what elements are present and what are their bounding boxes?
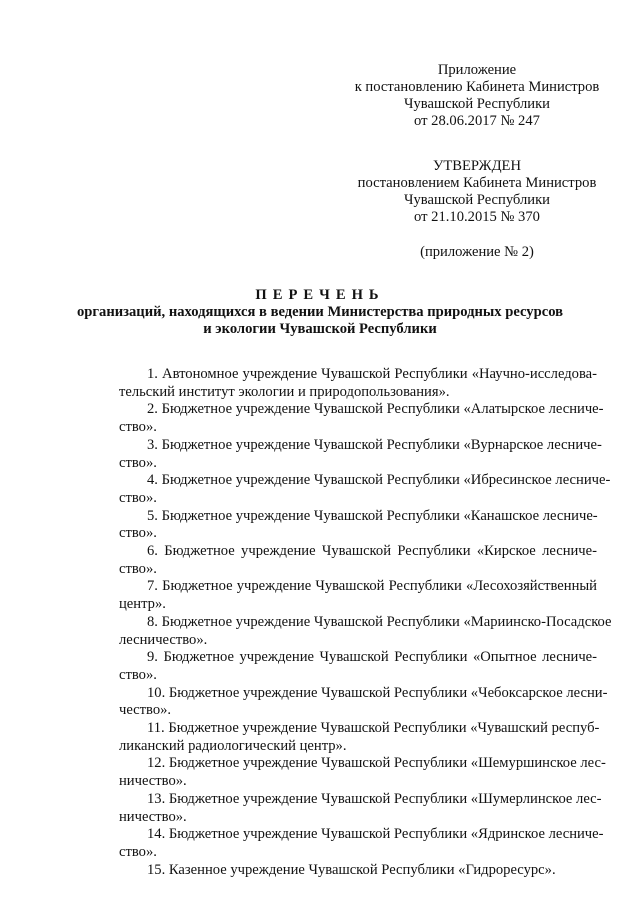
list-item-line: 12. Бюджетное учреждение Чувашской Республики «Шемуршинское лес-: [147, 755, 606, 772]
list-item-line: 4. Бюджетное учреждение Чувашской Республики «Ибресинское лесниче-: [147, 472, 611, 489]
appendix-line: Приложение: [437, 62, 517, 78]
list-item-line: ликанский радиологический центр».: [119, 737, 347, 754]
list-item: [119, 613, 612, 649]
list-item: [119, 578, 597, 613]
list-item-line: ство».: [119, 454, 157, 471]
list-item-line: чество».: [119, 702, 172, 719]
list-item-line: ство».: [119, 489, 157, 506]
list-item-line: 13. Бюджетное учреждение Чувашской Республики «Шумерлинское лес-: [147, 790, 602, 807]
list-item: [119, 755, 606, 790]
document-subtitle: и экологии Чувашской Республики: [203, 321, 437, 337]
list-item-line: тельский институт экологии и природопользования».: [119, 383, 450, 400]
list-item: [119, 684, 608, 720]
appendix-line: к постановлению Кабинета Министров: [354, 79, 600, 95]
spacer: [352, 226, 602, 244]
list-item-line: ничество».: [119, 773, 187, 790]
list-item: [119, 472, 611, 507]
document-title: ПЕРЕЧЕНЬ: [255, 287, 385, 303]
list-item: [119, 649, 597, 684]
list-item-line: ство».: [119, 419, 157, 436]
list-item-line: 15. Казенное учреждение Чувашской Республики «Гидроресурс».: [147, 861, 556, 878]
appendix-line: Чувашской Республики: [404, 96, 550, 112]
list-item: [119, 543, 597, 578]
list-item-line: 6. Бюджетное учреждение Чувашской Республики «Кирское лесниче-: [147, 543, 597, 560]
organization-list: [119, 366, 612, 879]
list-item-line: ство».: [119, 666, 157, 683]
list-item-line: ничество».: [119, 808, 187, 825]
list-item: [119, 826, 604, 861]
list-item-line: 5. Бюджетное учреждение Чувашской Республики «Канашское лесниче-: [147, 507, 598, 524]
list-item-line: ство».: [119, 525, 157, 542]
appendix-line: от 28.06.2017 № 247: [414, 113, 540, 129]
list-item: [119, 790, 602, 826]
approved-line: постановлением Кабинета Министров: [357, 175, 597, 191]
appendix-header: [352, 62, 602, 130]
list-item-line: ство».: [119, 560, 157, 577]
list-item-line: центр».: [119, 596, 166, 613]
list-item: [119, 366, 597, 401]
list-item-line: 11. Бюджетное учреждение Чувашской Республики «Чувашский респуб-: [147, 720, 600, 737]
approved-line: (приложение № 2): [420, 244, 534, 260]
list-item: [119, 401, 604, 436]
list-item: [119, 508, 597, 543]
list-item: [119, 436, 602, 472]
list-item-line: лесничество».: [119, 631, 208, 648]
list-item-line: 8. Бюджетное учреждение Чувашской Республики «Мариинско-Посадское: [147, 613, 612, 630]
approved-line: от 21.10.2015 № 370: [414, 209, 540, 225]
list-item-line: 3. Бюджетное учреждение Чувашской Республики «Вурнарское лесниче-: [147, 436, 602, 453]
document-subtitle: организаций, находящихся в ведении Министерства природных ресурсов: [76, 304, 564, 320]
list-item-line: 14. Бюджетное учреждение Чувашской Республики «Ядринское лесниче-: [147, 826, 604, 843]
list-item-line: 2. Бюджетное учреждение Чувашской Республики «Алатырское лесниче-: [147, 401, 604, 418]
approved-line: УТВЕРЖДЕН: [433, 158, 521, 174]
list-item-line: 7. Бюджетное учреждение Чувашской Республики «Лесохозяйственный: [147, 578, 597, 595]
list-item-line: 9. Бюджетное учреждение Чувашской Республики «Опытное лесниче-: [147, 649, 597, 666]
approved-line: Чувашской Республики: [404, 192, 550, 208]
list-item-line: ство».: [119, 843, 157, 860]
list-item: [119, 720, 600, 755]
list-item-line: 1. Автономное учреждение Чувашской Республики «Научно-исследова-: [147, 366, 597, 382]
list-item: [119, 862, 597, 880]
approved-header: [352, 158, 602, 261]
list-item-line: 10. Бюджетное учреждение Чувашской Республики «Чебоксарское лесни-: [147, 684, 608, 701]
